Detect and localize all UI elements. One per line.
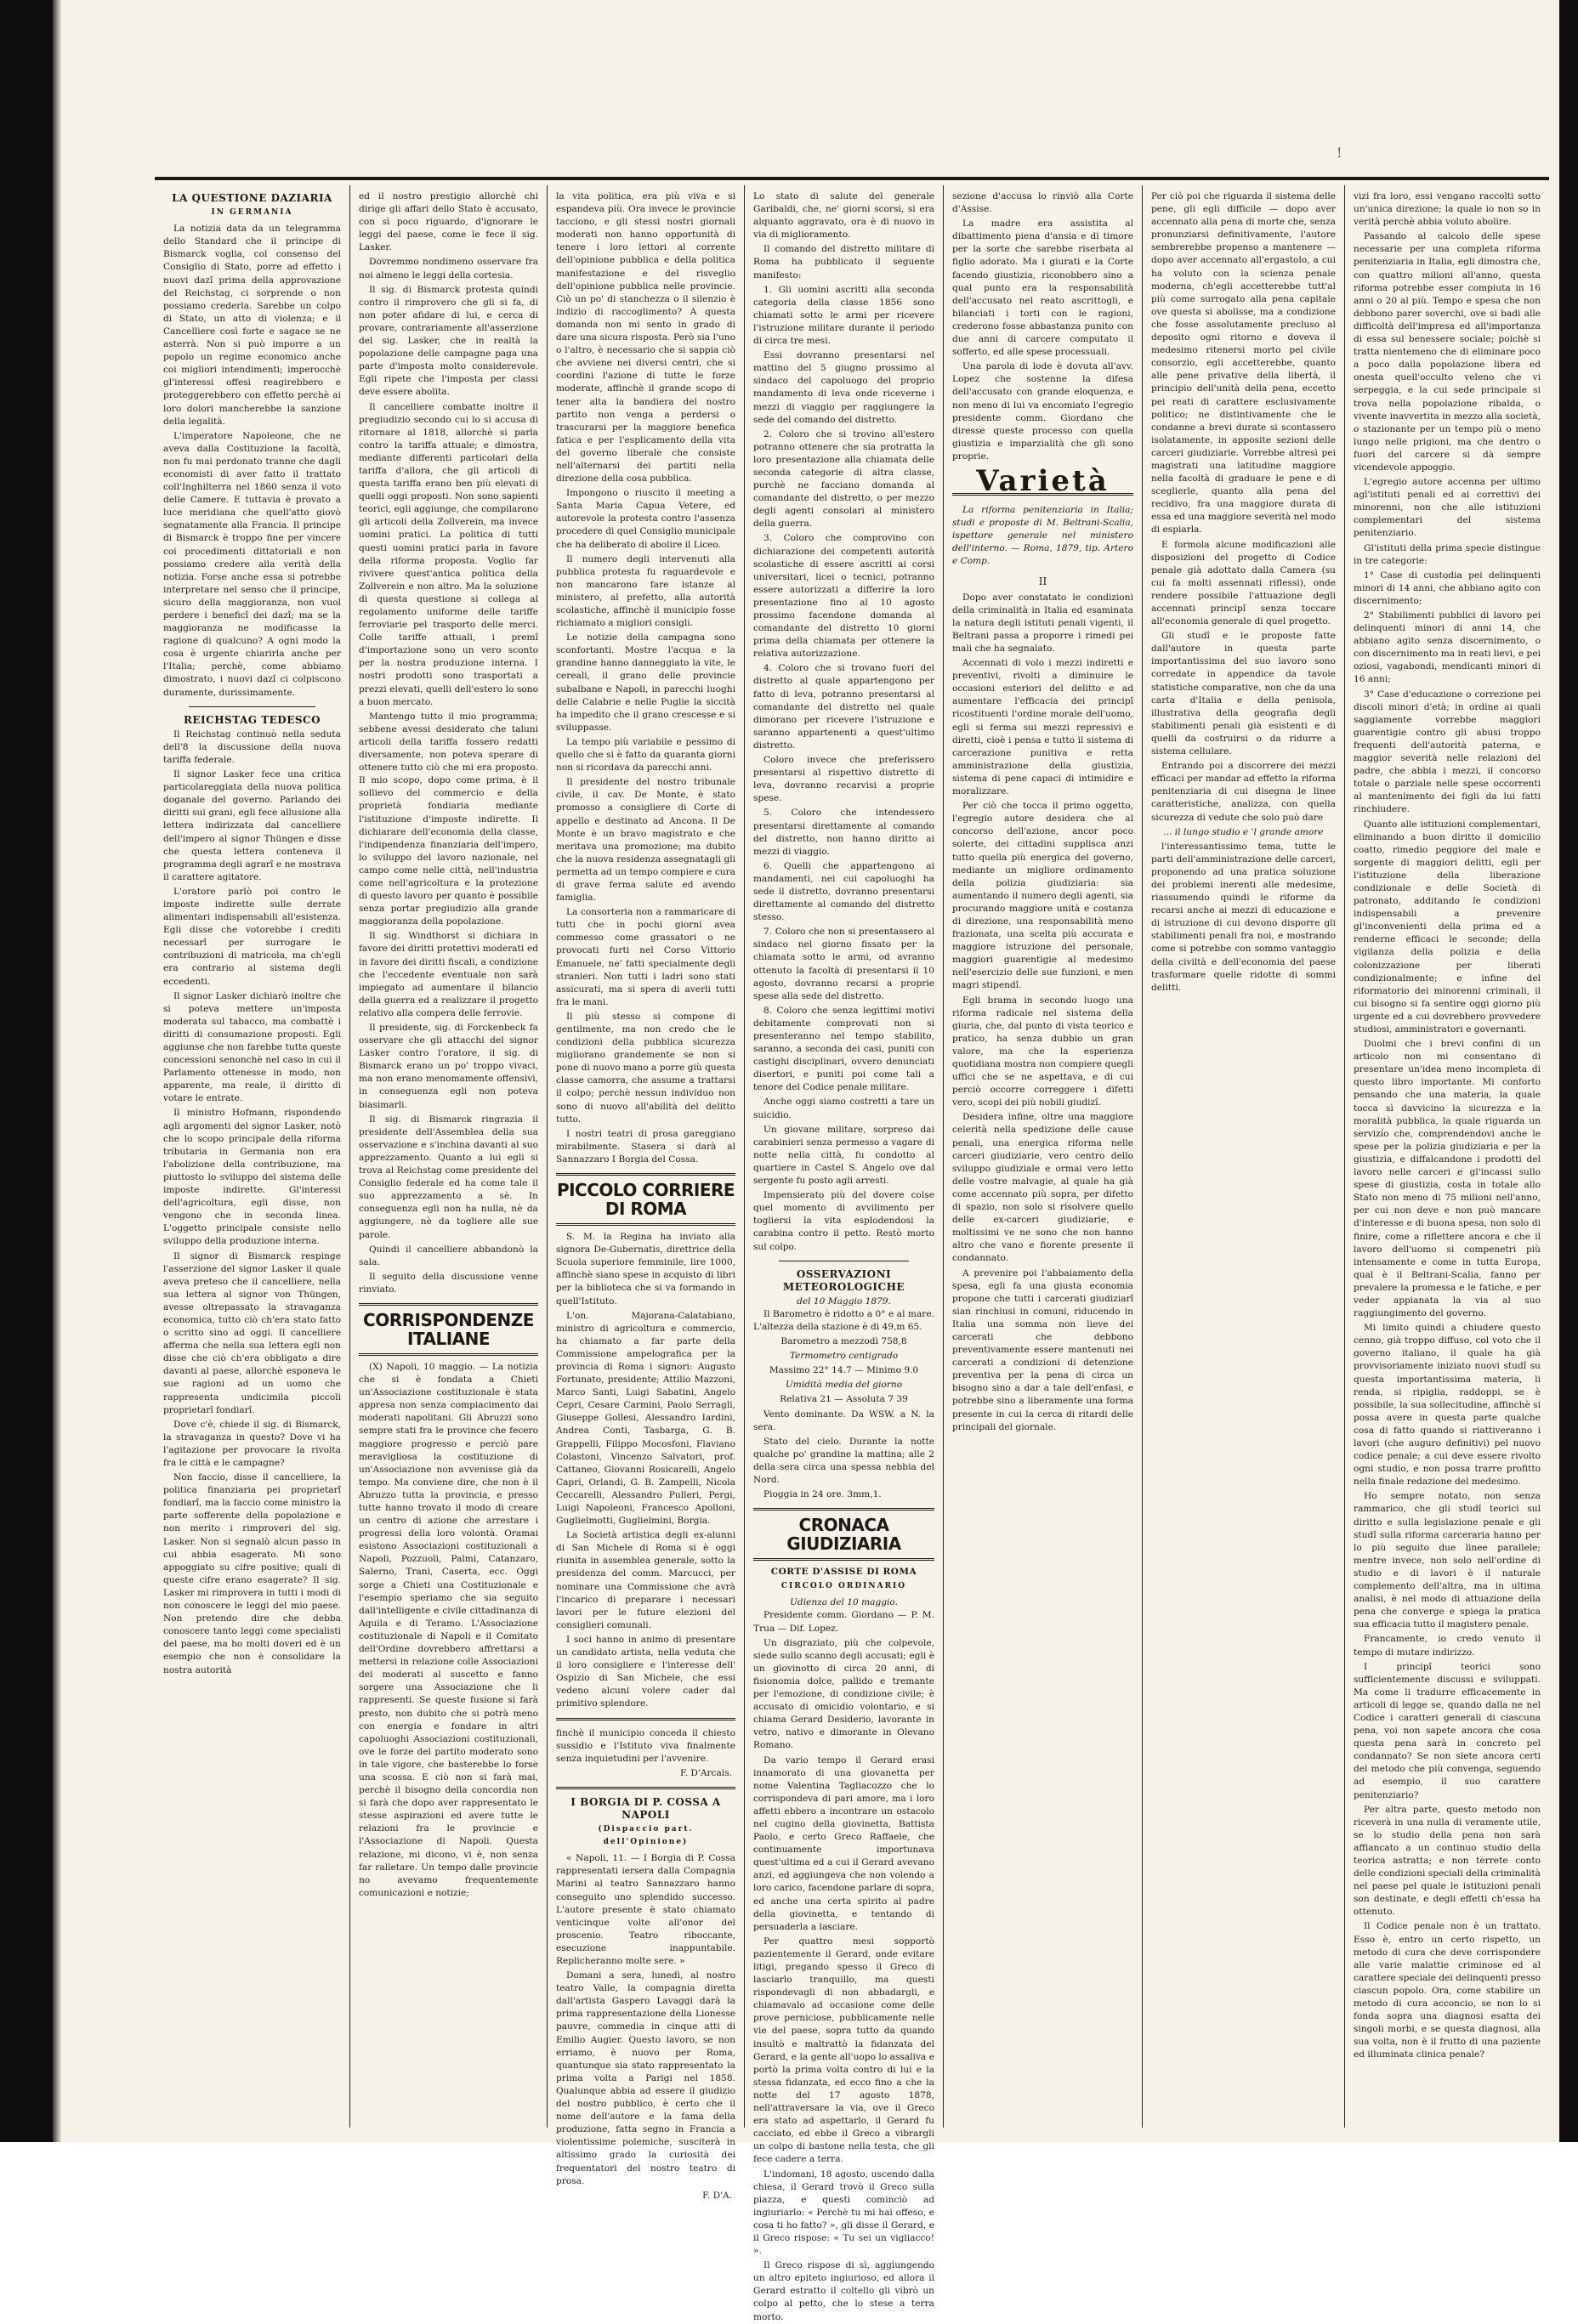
meteo-date: del 10 Maggio 1879. bbox=[797, 1295, 891, 1307]
court-name: CORTE D'ASSISE DI ROMA bbox=[770, 1567, 917, 1578]
meteo-line: Relativa 21 — Assoluta 7 39 bbox=[780, 1394, 908, 1405]
article-paragraph: Il presidente del nostro tribunale civile, il cav. De Monte, è stato promosso a consigliere di Corte di appello e destinato ad Ancona. Il De Monte è un bravo magistrato e che meritava una promozione; ma dubito che la nuova residenza assegnatagli gli permetta ad un tempo compiere e cura di grave ferma salute ed avendo famiglia. bbox=[556, 777, 735, 904]
column-6 bbox=[1143, 185, 1345, 2128]
headline-reichstag: REICHSTAG TEDESCO bbox=[183, 713, 321, 726]
article-paragraph: Anche oggi siamo costretti a tare un suicidio. bbox=[753, 1097, 934, 1120]
list-item: 1° Case di custodia pei delinquenti minori di 14 anni, che abbiano agito con discernimento; bbox=[1354, 570, 1541, 606]
scan-border-right bbox=[1559, 0, 1578, 2142]
edge-mark: ! bbox=[1337, 145, 1342, 161]
article-paragraph: Il cancelliere combatte inoltre il pregiudizio secondo cui lo si accusa di ritornare al 1818, allorchè si parla contro la tariffa attuale; e dimostra, mediante differenti particolari della tariffa d'allora, che gli articoli di questa tariffa erano ben più elevati di quelli oggi proposti. Non sono sapienti teorici, egli aggiunge, che compilarono gli articoli della Zollverein, ma invece uomini pratici. La politica di tutti questi uomini pratici parla in favore della riforma proposta. Voglio far rivivere quest'antica politica della Zollverein e non altro. Ma la soluzione di questa questione si collega al regolamento uniforme delle tariffe ferroviarie pel trasporto delle merci. Colle tariffe attuali, i premî d'importazione sono un vero sconto per la nostra produzione interna. I nostri prodotti sono trasportati a prezzi elevati, quelli dell'estero lo sono a buon mercato. bbox=[359, 401, 538, 707]
article-paragraph: Quanto alle istituzioni complementari, eliminando a buon diritto il domicilio coatto, rimedio peggiore del male e sorgente di maggiori delitti, egli per l'istituzione della liberazione condizionale e delle Società di patronato, additando le condizioni indispensabili a prevenire gl'inconvenienti della prima ed a renderne efficaci le seconde; della vigilanza della polizia e della colonizzazione per liberati condizionalmente; e infine del riformatorio dei minorenni criminali, il cui bisogno si fa sentire oggi giorno più urgente ed a cui dovrebbero provvedere studiosi, amministratori e governanti. bbox=[1354, 819, 1541, 1034]
section-banner-cronaca: CRONACA GIUDIZIARIA bbox=[753, 1508, 934, 1561]
signature: F. D'A. bbox=[702, 2190, 732, 2201]
verse-quote: ... il lungo studio e 'l grande amore bbox=[1163, 826, 1324, 837]
article-paragraph: vizi fra loro, essi vengano raccolti sotto un'unica direzione; la quale io non so in verità perchè abbia voluto abolire. bbox=[1354, 191, 1541, 228]
article-paragraph: Essi dovranno presentarsi nel mattino del 5 giugno prossimo al sindaco del capoluogo del proprio mandamento di leva onde riceverne i mezzi di viaggio per raggiungere la sede del comando del distretto. bbox=[753, 350, 934, 425]
top-margin bbox=[61, 0, 1559, 174]
article-paragraph: Entrando poi a discorrere dei mezzi efficaci per mandar ad effetto la riforma penitenziaria di cui disegna le linee caratteristiche, analizza, con quella sicurezza di vedute che solo può dare bbox=[1151, 761, 1336, 823]
article-paragraph: L'indomani, 18 agosto, uscendo dalla chiesa, il Gerard trovò il Greco sulla piazza, e questi cominciò ad ingiuriarlo: « Perchè tu mi hai offeso, e cosa ti ho fatto? », gli disse il Gerard, e il Greco rispose: « Tu sei un vigliacco! ». bbox=[753, 2168, 934, 2257]
article-paragraph: Il numero degli intervenuti alla pubblica protesta fu raguardevole e non mancarono fare istanze al ministero, al prefetto, alla autorità scolastiche, affinchè il municipio fosse richiamato a migliori consigli. bbox=[556, 553, 735, 629]
article-paragraph: (X) Napoli, 10 maggio. — La notizia che si è fondata a Chieti un'Associazione costituzionale è stata appresa non senza compiacimento dai moderati napolitani. Gli Abruzzi sono sempre stati fra le province che fecero maggiore progresso e perciò pare meravigliosa la costituzione di un'Associazione non avvenisse già da tempo. Ma conviene dire, che non è il Abruzzo tutta la provincia, e presso tutte hanno trovato il modo di creare un centro di azione che arrestare i progressi della loro volontà. Oramai esistono Associazioni costituzionali a Napoli, Pozzuoli, Palmi, Catanzaro, Salerno, Trani, Caserta, ecc. Oggi sorge a Chieti una Costituzionale e l'esempio speriamo che sia seguito dall'intelligente e civile cittadinanza di Aquila e di Teramo. L'Associazione costituzionale di Napoli e il Comitato dell'Ordine dovrebbero affrettarsi a mettersi in relazione colle Associazioni dei moderati al suscetto e fanno sorgere una Associazione che li rappresenti. Se queste fusione si farà presto, non dubito che si potrà meno con energia e fondare in altri capoluoghi Associazioni costituzionali, ove le forze del partito moderato sono in tale vigore, che basterebbe lo forse una scossa. E ciò non si farà mai, perchè il bisogno della concordia non si farà che dopo aver rappresentato le stesse aspirazioni ed avere tutte le relazioni fra le provincie e l'Associazione di Napoli. Questa relazione, mi dicono, vi è, non senza far ralletare. Un tempo dalle provincie no avevamo frequentemente comunicazioni e notizie; bbox=[359, 1361, 538, 1898]
list-item: 3° Case d'educazione o correzione pei discoli minori d'età; in ordine ai quali saggiamente vorrebbe maggiori guarentigie contro gli abusi troppo frequenti dell'autorità paterna, e maggior severità nelle relazioni del padre, che abbia i mezzi, il concorso totale o parziale nelle spese occorrenti al mantenimento dei figli da lui fatti rinchiudere. bbox=[1354, 689, 1541, 815]
section-banner-varieta: Varietà bbox=[952, 475, 1133, 496]
column-7 bbox=[1345, 185, 1549, 2128]
article-paragraph: Gli studî e le proposte fatte dall'autore in questa parte importantissima del suo lavoro sono corredate in appendice da tavole statistiche comparative, non che da una carta d'Italia e della penisola, illustrativa della geografia degli stabilimenti penali già esistenti e di quelli da costruirsi o da ridurre a sistema cellulare. bbox=[1151, 631, 1336, 757]
article-paragraph: Un disgraziato, più che colpevole, siede sullo scanno degli accusati; egli è un giovinotto di circa 20 anni, di fisionomia dolce, pallido e tremante per l'emozione, di condizione civile; è accusato di omicidio volontario, e si chiama Gerard Desiderio, lavorante in vetro, nativo e dimorante in Olevano Romano. bbox=[753, 1637, 934, 1751]
meteo-line: Massimo 22° 14.7 — Minimo 9.0 bbox=[769, 1365, 919, 1376]
article-paragraph: Il sig. Windthorst si dichiara in favore dei diritti protettivi moderati ed in favore dei diritti fiscali, a condizione che l'eccedente eventuale non sarà impiegato ad aumentare il bilancio della guerra ed a realizzare il progetto relativo alla compera delle ferrovie. bbox=[359, 931, 538, 1018]
article-paragraph: 8. Coloro che senza legittimi motivi debitamente comprovati non si presenteranno nel tempo stabilito, saranno, a seconda dei casi, puniti con castighi disciplinari, ovvero denunciati disertori, e puniti poi come tali a tenore del Codice penale militare. bbox=[753, 1005, 934, 1093]
article-paragraph: Per ciò poi che riguarda il sistema delle pene, gli egli difficile — dopo aver accennato alla pena di morte che, senza pronunziarsi definitivamente, l'autore sembrerebbe propenso a mantenere — dopo aver accennato all'ergastolo, a cui ha voluto con la scienza penale moderna, ch'egli accetterebbe tutt'al più come surrogato alla pena capitale ove questa si abolisse, ma a condizione che fosse assolutamente precluso al deposito ogni ritorno e doveva il medesimo ritenersi morto pel civile consorzio, egli accetterebbe, quanto alle pene privative della libertà, il principio dell'unità della pena, eccetto pei reati di carattere esclusivamente politico; ne distintivamente che le condanne a brevi durate si scontassero isolatamente, in apposite sezioni delle carceri giudiziarie. Vorrebbe altresì pei magistrati una latitudine maggiore nella facoltà di graduare le pene e di sceglierle, quanto alla pena del recidivo, fra una maggiore durata di essa ed una maggiore severità nel modo di espiarla. bbox=[1151, 191, 1336, 536]
article-paragraph: ed il nostro prestigio allorchè chi dirige gli affari dello Stato è accusato, con sì poco riguardo, d'ignorare le leggi del paese, come le fece il sig. Lasker. bbox=[359, 191, 538, 253]
article-paragraph: l'interessantissimo tema, tutte le parti dell'amministrazione delle carceri, proponendo ad una pratica soluzione dei problemi inerenti alle medesime, riassumendo quindi le riforme da recarsi anche ai mezzi di educazione e di istruzione di cui devono disporre gli stabilimenti penali fra noi, e mostrando come si potrebbe con sommo vantaggio della civiltà e dell'economia del paese trasformare quelle ridotte di sommi delitti. bbox=[1151, 841, 1336, 993]
headline-borgia: I BORGIA DI P. COSSA A NAPOLI bbox=[570, 1795, 721, 1821]
article-paragraph: 2. Coloro che si trovino all'estero potranno ottenere che sia protratta la loro presentazione alla chiamata delle seconda categorie di altra classe, purchè ne facciano domanda al comandante del distretto, o per mezzo degli agenti consolari al ministero della guerra. bbox=[753, 428, 934, 530]
article-paragraph: Domani a sera, lunedì, al nostro teatro Valle, la compagnia diretta dall'artista Gaspero Lavaggi darà la prima rappresentazione della Lionesse pauvre, commedia in cinque atti di Emilio Augier. Questo lavoro, se non erriamo, è nuovo per Roma, quantunque sia stato rappresentato la prima volta a Parigi nel 1858. Qualunque abbia ad essere il giudizio del nostro pubblico, è certo che il nome dell'autore e la fama della produzione, fatta segno in Francia a violentissime polemiche, susciterà in altissimo grado la curiosità dei frequentatori del nostro teatro di prosa. bbox=[556, 1970, 735, 2186]
article-paragraph: La notizia data da un telegramma dello Standard che il principe di Bismarck voglia, col consenso del Consiglio di Stato, porre ad effetto i nuovi dazî prima della approvazione del Reichstag, ci sorprende o non possiamo crederla. Sarebbe un colpo di Stato, un atto di violenza; e il Cancelliere così forte e sagace se ne asterrà. Non si può imporre a un popolo un regime economico anche coi migliori intendimenti; imperocchè gl'interessi offesi reagirebbero e proteggerebbero con effetto perchè ai loro dolori mancherebbe la sanzione della legalità. bbox=[163, 224, 341, 427]
article-paragraph: Un giovane militare, sorpreso dai carabinieri senza permesso a vagare di notte nella città, fu condotto al quartiere in Castel S. Angelo ove dal sergente fu posto agli arresti. bbox=[753, 1124, 934, 1187]
meteo-line: Barometro a mezzodì 758,8 bbox=[780, 1336, 907, 1347]
article-paragraph: Il seguito della discussione venne rinviato. bbox=[359, 1271, 538, 1295]
section-banner-piccolo-corriere: PICCOLO CORRIERE DI ROMA bbox=[556, 1173, 735, 1226]
article-paragraph: L'imperatore Napoleone, che ne aveva dalla Costituzione la facoltà, non fu mai perdonato tranne che dagli economisti di aver fatto il trattato coll'Inghilterra nel 1860 senza il voto delle Camere. E tuttavia è provato a luce meridiana che quell'atto giovò segnatamente alla Francia. Il principe di Bismarck è troppo fine per vincere coi procedimenti dittatoriali e non possiamo credere alla verità della notizia. Forse anche essa si potrebbe interpretare nel senso che il principe, sicuro della maggioranza, non vuol perdere i beneficî dei dazî; ma se la maggioranza ne modificasse la ragione di qualcuno? A ogni modo la cosa è urgente chiarirla anche per l'Italia; perchè, come abbiamo dimostrato, i nuovi dazî ci colpiscono duramente, durissimamente. bbox=[163, 430, 341, 698]
article-paragraph: Il Codice penale non è un trattato. Esso è, entro un certo rispetto, un metodo di cura che deve corrispondere alle varie malattie criminose ed al carattere speciale dei delinquenti presso ciascun popolo. Ora, come stabilire un metodo di cura acconcio, se non lo si fonda sopra una diagnosi esatta dei singoli morbi, e se questa diagnosi, alla sua volta, non è il frutto di una paziente ed illuminata clinica penale? bbox=[1354, 1921, 1541, 2060]
article-paragraph: Francamente, io credo venuto il tempo di mutare indirizzo. bbox=[1354, 1634, 1541, 1658]
article-paragraph: L'egregio autore accenna per ultimo agl'istituti penali ed ai correttivi dei minorenni, non che alle istituzioni complementari del sistema penitenziario. bbox=[1354, 477, 1541, 539]
article-paragraph: Il comando del distretto militare di Roma ha pubblicato il seguente manifesto: bbox=[753, 244, 934, 281]
article-paragraph: Una parola di lode è dovuta all'avv. Lopez che sostenne la difesa dell'accusato con grande eloquenza, e non meno di lui va encomiato l'egregio presidente comm. Giordano che diresse queste processo con quella giustizia e imparzialità che gli sono proprie. bbox=[952, 361, 1133, 462]
article-paragraph: La Società artistica degli ex-alunni di San Michele di Roma si è oggi riunita in assemblea generale, sotto la presidenza del comm. Marcucci, per nominare una Commissione che avrà l'incarico di preparare i necessari lavori per le future elezioni del consiglieri comunali. bbox=[556, 1530, 735, 1630]
article-paragraph: S. M. la Regina ha inviato alla signora De-Gubernatis, direttrice della Scuola superiore femminile, lire 1000, affinchè siano spese in acquisto di libri per la biblioteca che si va formando in quell'Istituto. bbox=[556, 1232, 735, 1307]
article-paragraph: Le notizie della campagna sono sconfortanti. Mostre l'acqua e la grandine hanno danneggiato la vite, le cereali, il grano delle provincie subalbane e Napoli, in parecchi luoghi delle Calabrie e nelle Puglie la siccità ha impedito che il grano crescesse e si sviluppasse. bbox=[556, 632, 735, 733]
article-paragraph: E formola alcune modificazioni alle disposizioni del progetto di Codice penale già adottato dalla Camera (su cui fa molti assennati riflessi), onde rendere possibile l'attuazione degli accennati principî senza toccare all'economia generale di quel progetto. bbox=[1151, 539, 1336, 627]
article-paragraph: Impensierato più del dovere colse quel momento di avvilimento per togliersi la vita esplodendosi la carabina contro il petto. Restò morto sul colpo. bbox=[753, 1190, 934, 1252]
column-1 bbox=[155, 185, 350, 2128]
article-paragraph: I nostri teatri di prosa gareggiano mirabilmente. Stasera si darà al Sannazzaro I Borgia del Cossa. bbox=[556, 1128, 735, 1165]
meteo-line: Pioggia in 24 ore. 3mm,1. bbox=[763, 1489, 882, 1500]
article-paragraph: Il signor Lasker dichiarò inoltre che si poteva mettere un'imposta moderata sul tabacco, ma combattè i diritti di consumazione proposti. Egli aggiunse che non farebbe tutte queste concessioni senonchè nel caso in cui il Parlamento ottenesse in modo, non apparente, ma reale, il diritto di votare le entrate. bbox=[163, 990, 341, 1104]
hearing-date: Udienza del 10 maggio. bbox=[790, 1597, 898, 1608]
signature: F. D'Arcais. bbox=[680, 1767, 732, 1778]
article-paragraph: Il ministro Hofmann, rispondendo agli argomenti del signor Lasker, notò che lo scopo principale della riforma tributaria in Germania non era l'abolizione della contribuzione, ma piuttosto lo sviluppo del sistema delle imposte indirette. Gl'interessi dell'agricoltura, egli disse, non vengono che in seconda linea. L'oggetto principale consiste nello sviluppo della produzione interna. bbox=[163, 1108, 341, 1247]
article-paragraph: Il signor di Bismarck respinge l'asserzione del signor Lasker il quale aveva preteso che il cancelliere, nella sua lettera al signor von Thüngen, avesse oltrepassato la stravaganza economica, tutto ciò ch'era stato fatto o scritto sino ad oggi. Il cancelliere afferma che nella sua lettera egli non disse che ciò ch'era obbligato a dire davanti al paese, allorchè esponeva le sue ragioni ad un uomo che rappresenta undicimila piccoli proprietarî fondiarî. bbox=[163, 1250, 341, 1415]
article-paragraph: finchè il municipio conceda il chiesto sussidio e l'Istituto viva finalmente senza inquietudini per l'avvenire. bbox=[556, 1727, 735, 1764]
columns bbox=[155, 185, 1549, 2322]
article-paragraph: Da vario tempo il Gerard erasi innamorato di una giovanetta per nome Valentina Tagliacozzo che lo corrispondeva di pari amore, ma i loro affetti ebbero a incontrare un ostacolo nel cugino della giovinetta, Battista Paolo, e certo Greco Raffaele, che continuamente importunava quest'ultima ed a cui il Gerard avevano anzi, ed aggiungeva che non volendo a loro carico, facendone parlare di sopra, ed anche una certa spirito al padre della giovinetta, e tentando di persuaderla a lasciare. bbox=[753, 1754, 934, 1932]
article-paragraph: Desidera infine, oltre una maggiore celerità nella spedizione delle cause penali, una energica riforma nelle carceri giudiziarie, vero centro dello sviluppo giudiziale e ormai vero letto delle vostre malvagie, al quale ha già come accennato più sopra, per difetto di spazio, non solo si risolvere quello delle ex-carceri giudiziarie, e moltissimi ve ne sono che non hanno altro che vano e fiorente presente il condannato. bbox=[952, 1112, 1133, 1264]
article-paragraph: la vita politica, era più viva e si espandeva più. Ora invece le provincie tacciono, e gli stessi nostri giornali moderati non hanno opportunità di tenere i loro lettori al corrente dell'opinione pubblica e della politica manifestazione e del risveglio dell'opinione pubblica nelle provincie. Ciò un po' di stanchezza o il silenzio è indizio di raccoglimento? A questa domanda non mi sento in grado di dare una sicura risposta. Però sia l'uno o l'altro, è necessario che si sappia ciò che avviene nei diversi centri, che si coordini l'azione di tutte le forze moderate, affinchè il grande scopo di tener alta la bandiera del nostro partito non venga a perdersi o trascurarsi per la maggiore benefica fatica e per l'esplicamento della vita del governo liberale che consiste nell'alternarsi dei partiti nella direzione della cosa pubblica. bbox=[556, 191, 735, 485]
scan-gutter bbox=[53, 0, 61, 2142]
section-banner-corrispondenze: CORRISPONDENZE ITALIANE bbox=[359, 1303, 538, 1356]
part-number: II bbox=[1038, 575, 1047, 587]
article-paragraph: La tempo più variabile e pessimo di quello che si è fatto da quaranta giorni non si ricordava da parecchi anni. bbox=[556, 736, 735, 774]
article-paragraph: Mantengo tutto il mio programma; sebbene avessi desiderato che taluni articoli della tariffa fossero redatti diversamente, non poteva sperare di ottenere tutto ciò che mi era proposto. Il mio scopo, dopo come prima, è il sollievo del commercio e della proprietà fondiaria mediante l'istituzione d'imposte indirette. Il dichiarare dell'economia della classe, l'indipendenza finanziaria dell'impero, lo sviluppo del lavoro nazionale, nel campo come nelle città, nell'industria come nell'agricoltura e la protezione di questo lavoro per quanto è possibile senza portar pregiudizio alla grande maggioranza della popolazione. bbox=[359, 711, 538, 927]
article-paragraph: 7. Coloro che non si presentassero al sindaco nel giorno fissato per la chiamata sotto le armi, od avranno ottenuto la facoltà di presentarsi il 10 agosto, dovranno recarsi a proprie spese alla sede del distretto. bbox=[753, 927, 934, 1001]
article-paragraph: sezione d'accusa lo rinviò alla Corte d'Assise. bbox=[952, 191, 1133, 215]
article-paragraph: A prevenire poi l'abbaiamento della spesa, egli fa una giusta economia propone che tutti i carcerati giudiziarî sian rinchiusi in comuni, riducendo in Italia una somma non lieve dei carcerati che debbono preventivamente essere mantenuti nei carcerati a condizioni di detenzione preventiva per la pena di circa un bisogno sino a dar a tale dell'enfasi, e potrebbe sino a liberamente una forma presente in cui la cerca di ritardi delle principali del giornale. bbox=[952, 1267, 1133, 1432]
article-paragraph: Gl'istituti della prima specie distingue in tre categorie: bbox=[1354, 542, 1541, 566]
article-paragraph: 5. Coloro che intendessero presentarsi direttamente al comando del distretto, non hanno diritto ai mezzi di viaggio. bbox=[753, 808, 934, 857]
article-paragraph: Per quattro mesi sopportò pazientemente il Gerard, onde evitare litigi, pregando spesso il Greco di lasciarlo tranquillo, ma questi rispondevagli di non abbadargli, e chiamavalo ad occasione come delle prove perniciose, pubblicamente nelle vie del paese, sopra tutto da quando insultò e maltrattò la fidanzata del Gerard, e la gente all'uopo lo assaliva e portò la prima volta contro di lui e la stessa fidanzata, ed ecco fino a che la notte del 17 agosto 1878, nell'attraversare la via, ove il Greco era stato ad aspettarlo, il Gerard fu cacciato, ed ebbe il Greco a vibrargli un colpo di bastone nella testa, che gli fece cadere a terra. bbox=[753, 1936, 934, 2165]
headline-meteo: OSSERVAZIONI METEOROLOGICHE bbox=[782, 1267, 905, 1293]
article-paragraph: Ho sempre notato, non senza rammarico, che gli studî teorici sul diritto e sulla legislazione penale e gli studî sulla riforma carceraria hanno per lo più seguito due linee parallele; mentre invece, non solo nell'ordine di studio e di lavori è il naturale complemento dell'altra, ma in ultima analisi, è nel modo di attuazione della pena che converge e spiega la pratica sua efficacia tutto il magistero penale. bbox=[1354, 1491, 1541, 1630]
article-paragraph: Il sig. di Bismarck protesta quindi contro il rimprovero che gli si fa, di non poter afidare di lui, e cerca di provare, contrariamente all'asserzione del sig. Lasker, che in realtà la popolazione delle campagne paga una parte d'imposta molto considerevole. Egli ripete che l'imposta per classi deve essere abolita. bbox=[359, 284, 538, 398]
article-paragraph: Lo stato di salute del generale Garibaldi, che, ne' giorni scorsi, si era alquanto aggravato, ora è di nuovo in via di miglioramento. bbox=[753, 191, 934, 241]
article-paragraph: La consorteria non a rammaricare di tutti che in pochi giorni avea commesso come grassatori o ne provocati furti nel Corso Vittorio Emanuele, ne' fatti specialmente degli stranieri. Non tutti i ladri sono stati assicurati, ma si spera di averli tutti fra le mani. bbox=[556, 907, 735, 1007]
article-paragraph: Mi limito quindi a chiudere questo cenno, già troppo diffuso, col voto che il governo italiano, il quale ha già provvisoriamente iniziato nuovi studî su questa importantissima materia, li renda, si ripiglia, raddoppi, se è possibile, la sua sollecitudine, affinchè si possa avere in questa parte qualche cosa di fatto quando si riattiveranno i lavori (che auguro definitivi) pel nuovo codice penale; a cui deve essere rivolto ogni studio, e non possa trarre profitto nella finale redazione del medesimo. bbox=[1354, 1323, 1541, 1488]
column-2 bbox=[350, 185, 548, 2128]
column-4 bbox=[745, 185, 944, 2322]
separator bbox=[556, 1787, 735, 1789]
article-paragraph: Il sig. di Bismarck ringrazia il presidente dell'Assemblea della sua osservazione e s'inchina davanti al suo apprezzamento. Quanto a lui egli si trova al Reichstag come presidente del Consiglio federale ed ha come tale il suo apprezzamento a sè. In conseguenza egli non ha nulla, nè da aggiungere, nè da togliere alle sue parole. bbox=[359, 1114, 538, 1240]
article-paragraph: Dovremmo nondimeno osservare fra noi almeno le leggi della cortesia. bbox=[359, 257, 538, 281]
article-paragraph: Per ciò che tocca il primo oggetto, l'egregio autore desidera che al concorso dell'azione, ancor poco solerte, dei cittadini supplisca anzi tutto quella più energica del governo, mediante un migliore ordinamento della polizia giudiziaria: sia aumentando il numero degli agenti, sia procurando maggiore unità e costanza di direzione, una responsabilità meno frazionata, una scelta più accurata e maggiore istruzione del personale, maggiori guarentigie al medesimo nell'esercizio delle sue funzioni, e men magri stipendî. bbox=[952, 801, 1133, 991]
article-paragraph: Quindi il cancelliere abbandonò la sala. bbox=[359, 1244, 538, 1267]
article-paragraph: 6. Quelli che appartengono ai mandamenti, nei cui capoluoghi ha sede il distretto, dovranno presentarsi direttamente al comando del distretto stesso. bbox=[753, 860, 934, 923]
article-paragraph: La madre era assistita al dibattimento piena d'ansia e di timore per la sorte che sarebbe riserbata al figlio adorato. Ma i giurati e la Corte facendo giustizia, riconobbero sino a qual punto era la responsabilità dell'accusato nel reato ascrittogli, e bilanciati i torti con le ragioni, crederono fosse abbastanza punito con due anni di carcere computato il sofferto, ed alle spese processuali. bbox=[952, 218, 1133, 358]
scan-border-left bbox=[0, 0, 53, 2142]
article-paragraph: Il Greco rispose di sì, aggiungendo un altro epiteto ingiurioso, ed allora il Gerard estratto il coltello gli vibrò un colpo al petto, che lo stese a terra morto. bbox=[753, 2260, 934, 2322]
article-paragraph: Il Reichstag continuò nella seduta dell'8 la discussione della nuova tariffa federale. bbox=[163, 728, 341, 765]
article-paragraph: Egli brama in secondo luogo una riforma radicale nel sistema della giuria, che, dal punto di vista teorico e pratico, ha senza dubbio un gran valore, ma che la esperienza quotidiana mostra non compiere quegli uffici che se ne aspettava, e di cui perciò occorre correggere i difetti vero, scopi dei più nobili giudizî. bbox=[952, 995, 1133, 1108]
article-paragraph: Accennati di volo i mezzi indiretti e preventivi, rivolti a diminuire le occasioni esteriori del delitto e ad aumentare l'efficacia dei principî ricostituenti l'ordine morale dell'uomo, egli si ferma sui mezzi repressivi e diretti, cioè i pensa e tutto il sistema di carcerazione punitiva e retta amministrazione della giustizia, sistema di pene capaci di intimidire e moralizzare. bbox=[952, 658, 1133, 797]
article-paragraph: 4. Coloro che si trovano fuori del distretto al quale appartengono per fatto di leva, potranno presentarsi al comandante del distretto nel quale dimorano per ricevere l'istruzione e saranno appartenenti a quest'ultimo distretto. bbox=[753, 663, 934, 751]
article-paragraph: Dopo aver constatato le condizioni della criminalità in Italia ed esaminata la natura degli istituti penali vigenti, il Beltrani passa a proporre i rimedi pei mali che ha segnalato. bbox=[952, 592, 1133, 654]
column-3 bbox=[548, 185, 745, 2201]
article-paragraph: Il presidente, sig. di Forckenbeck fa osservare che gli attacchi del signor Lasker contro l'oratore, il sig. di Bismarck erano un po' troppo vivaci, ma non erano menomamente offensivi, in conseguenza egli non poteva biasimarli. bbox=[359, 1023, 538, 1110]
book-citation: La riforma penitenziaria in Italia; studi e proposte di M. Beltrani-Scalia, ispettore generale nel ministero dell'interno. — Roma, 1879, tip. Artero e Comp. bbox=[952, 505, 1133, 567]
subheadline: IN GERMANIA bbox=[211, 208, 293, 218]
list-item: 2° Stabilimenti pubblici di lavoro pei delinquenti minori di anni 14, che abbiano agito senza discernimento, o con discernimento ma in reati lievi, e pei oziosi, vagabondi, mendicanti minori di 16 anni; bbox=[1354, 610, 1541, 685]
column-5 bbox=[944, 185, 1143, 2128]
meteo-line: Umidità media del giorno bbox=[785, 1380, 903, 1391]
separator bbox=[556, 1718, 735, 1720]
top-rule bbox=[155, 177, 1549, 180]
article-paragraph: Non faccio, disse il cancelliere, la politica finanziaria pei proprietarî fondiarî, ma la faccio come ministro la parte sofferente della popolazione e non merito i rimproveri del sig. Lasker. Non si segnalò alcun passo in cui abbia esagerato. Mi sono appoggiato su cifre positive; quali di queste cifre erano esagerate? Il sig. Lasker mi rimprovera in tutti i modi di non conoscere le leggi del mio paese. Non pretendo dire che debba conoscere tanto leggi come specialisti del paese, ma ho molti doveri ed è un esempio che non è consolidare la nostra autorità bbox=[163, 1472, 341, 1675]
separator bbox=[189, 706, 315, 707]
headline-questione-daziaria: LA QUESTIONE DAZIARIA bbox=[172, 192, 332, 204]
article-paragraph: 1. Gli uomini ascritti alla seconda categoria della classe 1856 sono chiamati sotto le armi per ricevere l'istruzione militare durante il periodo di circa tre mesi. bbox=[753, 284, 934, 347]
article-paragraph: L'oratore parlò poi contro le imposte indirette sulle derrate alimentari indispensabili all'esistenza. Egli disse che votorebbe i crediti necessarî per surrogare le contribuzioni di matricola, ma ch'egli era contrario al sistema degli eccedenti. bbox=[163, 886, 341, 987]
article-paragraph: Il signor Lasker fece una critica particolareggiata della nuova politica doganale del governo. Parlando dei diritti sui grani, egli fece allusione alla lettera indirizzata dal cancelliere dell'impero al signor Thüngen e disse che questa lettera conteneva il programma degli agrarî e ne mostrava il carattere agitatore. bbox=[163, 769, 341, 882]
article-paragraph: Impongono o riuscito il meeting a Santa Maria Capua Vetere, ed autorevole la protesta contro l'assenza procedere di quel Consiglio municipale che ha deliberato di abolire il Liceo. bbox=[556, 488, 735, 550]
article-paragraph: I principî teorici sono sufficientemente discussi e sviluppati. Ma come li tradurre efficacemente in articoli di legge se, quando dalla ne nel Codice i caratteri generali di ciascuna pena, voi non sapete ancora che cosa questa pena sarà in concreto pel condannato? Se non siete ancora certi del metodo che più convenga, seguendo ad esempio, il suo carattere penitenziario? bbox=[1354, 1661, 1541, 1800]
dispatch-note: (Dispaccio part. dell'Opinione) bbox=[598, 1825, 694, 1847]
article-paragraph: 3. Coloro che comprovino con dichiarazione dei competenti autorità scolastiche di essere ascritti ai corsi universitari, licei o tecnici, potranno essere autorizzati a differire la loro presentazione fino al 10 agosto prossimo facendone domanda al comandante del distretto 10 giorni prima della chiamata per ottenere la relativa autorizzazione. bbox=[753, 533, 934, 660]
article-paragraph: Per altra parte, questo metodo non riceverà in una nulla di veramente utile, se lo studio della pena non sarà affiancato a un continuo studio della teorica astratta; e non terrete conto delle condizioni speciali della criminalità nel paese pel quale le istituzioni penali son destinate, e degli effetti ch'essa ha ottenuto. bbox=[1354, 1804, 1541, 1918]
meteo-line: Il Barometro è ridotto a 0° e al mare. L'altezza della stazione è di 49,m 65. bbox=[753, 1308, 934, 1332]
newspaper-page bbox=[61, 0, 1559, 2322]
article-paragraph: « Napoli, 11. — I Borgia di P. Cossa rappresentati iersera dalla Compagnia Marini al teatro Sannazzaro hanno conseguito uno splendido successo. L'autore presente è stato chiamato venticinque volte all'onor del proscenio. Teatro riboccante, esecuzione inappuntabile. Replicheranno molte sere. » bbox=[556, 1853, 735, 1966]
meteo-line: Termometro centigrado bbox=[789, 1351, 899, 1362]
meteo-line: Stato del cielo. Durante la notte qualche po' grandine la mattina; alle 2 della sera circa una spessa nebbia del Nord. bbox=[753, 1436, 934, 1485]
court-circle: CIRCOLO ORDINARIO bbox=[780, 1582, 907, 1591]
article-paragraph: L'on. Majorana-Calatabiano, ministro di agricoltura e commercio, ha chiamato a far parte della Commissione ampelografica per la provincia di Roma i signori: Augusto Fortunato, presidente; Attilio Mazzoni, Marco Santi, Luigi Sabatini, Angelo Cepri, Cesare Carmini, Paolo Serragli, Giuseppe Gollesi, Alessandro Iardini, Andrea Conti, Tasbarga, G. B. Grappelli, Filippo Mocosfoni, Flaviano Colastoni, Vincenzo Salvatori, prof. Cattaneo, Giovanni Rosicarelli, Angelo Capri, Orlandi, G. B. Zampelli, Nicola Ceccarelli, Alessandro Pulleri, Pergi, Luigi Napoleoni, Francesco Apolloni, Guglielmotti, Guglielmini, Borgia. bbox=[556, 1310, 735, 1527]
article-paragraph: Il più stesso si compone di gentilmente, ma non credo che le condizioni della pubblica sicurezza migliorano grandemente se non si pone di nuovo mano a porre giù questa classe camorra, che assume a trattarsi il colpo; perchè nessun individuo non sono di nuovo all'abilità del delitto tutto. bbox=[556, 1011, 735, 1125]
article-paragraph: Presidente comm. Giordano — P. M. Trua — Dif. Lopez. bbox=[753, 1610, 934, 1634]
article-paragraph: I soci hanno in animo di presentare un candidato artista, nella veduta che il loro consigliere e l'interesse dell' Ospizio di San Michele, che essi vedeno alcuni volere cader dal primitivo splendore. bbox=[556, 1634, 735, 1709]
article-paragraph: Passando al calcolo delle spese necessarie per una completa riforma penitenziaria in Italia, egli dimostra che, con quattro milioni all'anno, questa riforma potrebbe esser compiuta in 16 anni o 20 al più. Tempo e spesa che non debbono parer soverchi, ove si badi alle difficoltà dell'impresa ed all'importanza di essa sul benessere sociale; poichè si tratta nientemeno che di eliminare poco a poco dalla popolazione libera ed onesta quell'occulto veleno che vi serpeggia, e la cui sede principale si trova nella popolazione ribalda, o vivente inavvertita in mezzo alla società, o stazionante per un tempo più o meno lungo nelle prigioni, ma che dentro o fuori del carcere si dà sempre vicendevole appoggio. bbox=[1354, 231, 1541, 473]
article-paragraph: Duolmi che i brevi confini di un articolo non mi consentano di presentare un'idea meno incompleta di questo libro importante. Mi conforto pensando che una materia, la quale tocca sì davvicino la sicurezza e la moralità pubblica, la quale riguarda un servizio che, comprendendovi anche le spese per la polizia giudiziaria e per la giustizia, e diffalcandone i prodotti del lavoro nelle carceri e gl'incassi sullo spese di giustizia, costa in totale allo Stato non meno di 75 milioni nell'anno, per cui non deve e non può mancare d'interesse e di buona spesa, non solo di finire, come a riflettere ancora e che il lavoro dell'uomo si compenetri più intensamente e come in tutta Europa, qual è il Beltrani-Scalia, fanno per prevalere la promessa e le fatiche, e per veder appianata la via al suo raggiungimento del governo. bbox=[1354, 1039, 1541, 1319]
meteo-line: Vento dominante. Da WSW. a N. la sera. bbox=[753, 1409, 934, 1432]
article-paragraph: Dove c'è, chiede il sig. di Bismarck, la stravaganza in questo? Dove vi ha l'agitazione per provocare la rivolta fra le città e le campagne? bbox=[163, 1419, 341, 1468]
article-paragraph: Coloro invece che preferissero presentarsi al rispettivo distretto di leva, dovranno recarvisi a proprie spese. bbox=[753, 755, 934, 804]
